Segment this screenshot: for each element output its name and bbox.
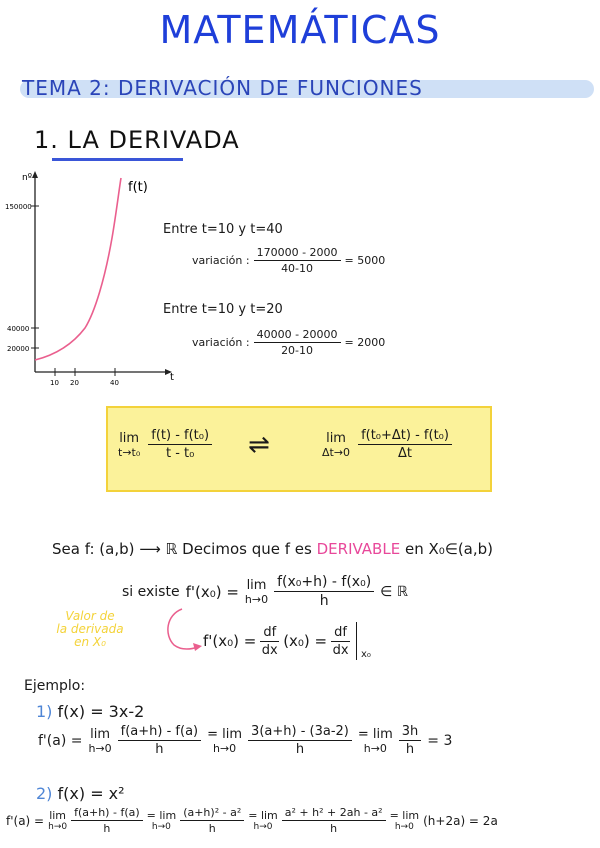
- growth-plot: [0, 160, 200, 390]
- example-1-lim-2-sub: h→0: [212, 741, 237, 755]
- fprime-x0-text: f'(x₀) =: [185, 582, 239, 601]
- example-2-derivation: [6, 806, 498, 835]
- example-b-variation: [192, 328, 385, 357]
- example-2-eq-4: = lim: [389, 809, 420, 822]
- y-tick-label-20000: 20000: [7, 345, 30, 353]
- evaluation-bar: [356, 622, 357, 660]
- example-2-lim-sub: h→0: [48, 822, 68, 832]
- derivative-value-note: Valor de la derivada en X₀: [56, 609, 124, 649]
- limit-left-denominator: t - t₀: [165, 446, 195, 461]
- example-a-variation: [192, 246, 385, 275]
- leibniz-fraction-2: [331, 625, 350, 658]
- example-a-prefix: variación :: [192, 254, 250, 267]
- example-2-result: (h+2a) = 2a: [423, 813, 498, 828]
- example-1-lim-3-sub: h→0: [363, 741, 387, 755]
- example-b-fraction: [254, 328, 341, 357]
- definition-text-a: Sea f: (a,b) ⟶ ℝ Decimos que f es: [52, 540, 312, 558]
- limit-right-lim: [322, 431, 350, 459]
- example-2-fraction-1: [71, 806, 143, 835]
- leibniz-fraction-1: [260, 625, 279, 658]
- limit-right-fraction: [358, 428, 452, 461]
- example-1-num-3: 3h: [399, 724, 422, 741]
- example-2-lim-4: [390, 809, 420, 832]
- section-title: 1. LA DERIVADA: [34, 126, 240, 154]
- example-2-lim-4-sub: h→0: [394, 822, 414, 832]
- definition-text-b: en X₀∈(a,b): [404, 540, 494, 558]
- example-2-lim: [48, 809, 67, 832]
- example-1-heading: [36, 702, 144, 721]
- example-b-result: = 2000: [344, 336, 386, 349]
- example-1-lim-sub: h→0: [88, 741, 112, 755]
- example-a-denominator: 40-10: [281, 262, 314, 275]
- derivative-definition: [122, 574, 408, 609]
- leibniz-den-1: dx: [261, 642, 278, 658]
- example-2-eq-3: = lim: [248, 809, 278, 822]
- curve-label: f(t): [128, 180, 148, 195]
- example-a-interval: Entre t=10 y t=40: [163, 222, 283, 237]
- example-1-den-3: h: [405, 742, 415, 757]
- limit-left-lim-text: lim: [119, 430, 140, 446]
- limit-right-lim-sub: Δt→0: [322, 445, 351, 459]
- page-title: MATEMÁTICAS: [159, 8, 441, 52]
- example-1-function: f(x) = 3x-2: [57, 702, 145, 721]
- example-a-numerator: 170000 - 2000: [254, 246, 341, 261]
- example-2-lim-2-sub: h→0: [151, 822, 171, 832]
- example-a-fraction: [254, 246, 341, 275]
- derivative-lim-sub: h→0: [244, 592, 269, 606]
- example-1-lim-text: lim: [90, 726, 110, 742]
- x-axis-label: t: [170, 372, 174, 383]
- example-2-index: 2): [36, 784, 53, 803]
- limit-left-lim-sub: t→t₀: [118, 445, 141, 459]
- derivable-keyword: DERIVABLE: [316, 540, 401, 558]
- si-existe-text: si existe: [122, 583, 180, 600]
- example-1-fraction-3: [399, 724, 422, 757]
- example-1-den-1: h: [155, 742, 164, 757]
- ejemplo-label: Ejemplo:: [24, 678, 86, 694]
- example-2-num-3: a² + h² + 2ah - a²: [282, 806, 386, 821]
- example-1-fraction-2: [248, 724, 352, 757]
- example-1-eq-3: = lim: [357, 726, 393, 742]
- example-1-num-1: f(a+h) - f(a): [118, 724, 201, 741]
- leibniz-num-1: df: [260, 625, 279, 642]
- example-2-function: f(x) = x²: [57, 784, 125, 803]
- limit-right-numerator: f(t₀+Δt) - f(t₀): [358, 428, 452, 445]
- y-axis-label: nº: [22, 173, 32, 183]
- limit-left-expression: [118, 428, 212, 461]
- example-b-numerator: 40000 - 20000: [254, 328, 341, 343]
- curve-f-of-t: [35, 178, 121, 360]
- example-1-lim-2: [207, 727, 242, 755]
- example-2-fraction-3: [282, 806, 386, 835]
- example-b-denominator: 20-10: [281, 344, 314, 357]
- example-2-den-2: h: [208, 822, 216, 835]
- derivative-lim-text: lim: [246, 577, 267, 593]
- leibniz-num-2: df: [331, 625, 350, 642]
- derivative-fraction: [274, 574, 374, 609]
- limit-left-numerator: f(t) - f(t₀): [148, 428, 212, 445]
- limit-left-fraction: [148, 428, 212, 461]
- example-a-result: = 5000: [344, 254, 386, 267]
- limit-right-expression: [322, 428, 452, 461]
- y-axis-arrow: [32, 171, 38, 178]
- example-1-lhs: f'(a) =: [38, 732, 83, 749]
- example-2-fraction-2: [180, 806, 244, 835]
- example-b-interval: Entre t=10 y t=20: [163, 302, 283, 317]
- leibniz-lhs: f'(x₀) =: [203, 632, 257, 650]
- example-1-eq-2: = lim: [207, 726, 243, 742]
- x-tick-label-40: 40: [110, 379, 119, 387]
- example-2-den-3: h: [330, 822, 338, 835]
- leibniz-den-2: dx: [332, 642, 349, 658]
- example-1-derivation: [38, 724, 452, 757]
- in-reals-text: ∈ ℝ: [380, 583, 408, 600]
- example-2-lim-3-sub: h→0: [253, 822, 273, 832]
- derivative-denominator: h: [319, 593, 329, 609]
- limit-right-lim-text: lim: [326, 430, 346, 446]
- x-tick-label-10: 10: [50, 379, 59, 387]
- example-2-heading: [36, 784, 125, 803]
- topic-heading: TEMA 2: DERIVACIÓN DE FUNCIONES: [22, 76, 423, 100]
- example-b-prefix: variación :: [192, 336, 250, 349]
- example-2-eq-2: = lim: [146, 809, 177, 822]
- y-tick-label-150000: 150000: [5, 203, 32, 211]
- example-1-lim-3: [358, 727, 393, 755]
- limit-definition-box: [106, 406, 492, 492]
- example-2-lim-2: [147, 809, 177, 832]
- example-1-num-2: 3(a+h) - (3a-2): [248, 724, 352, 741]
- example-1-lim: [88, 727, 111, 755]
- example-2-lim-text: lim: [49, 809, 67, 822]
- example-1-index: 1): [36, 702, 53, 721]
- derivative-numerator: f(x₀+h) - f(x₀): [274, 574, 374, 592]
- equivalence-arrows: ⇌: [248, 430, 270, 460]
- derivative-lim: [245, 578, 268, 606]
- example-2-lim-3: [248, 809, 278, 832]
- note-arrow: [160, 605, 205, 655]
- example-1-den-2: h: [295, 742, 305, 757]
- leibniz-middle: (x₀) =: [283, 632, 328, 650]
- x-tick-label-20: 20: [70, 379, 79, 387]
- y-tick-label-40000: 40000: [7, 325, 30, 333]
- definition-line: [52, 540, 493, 558]
- example-2-num-2: (a+h)² - a²: [180, 806, 244, 821]
- limit-left-lim: [118, 431, 140, 459]
- example-2-den-1: h: [103, 822, 111, 835]
- leibniz-notation: [203, 622, 371, 660]
- evaluation-point: x₀: [360, 649, 371, 660]
- example-1-result: = 3: [427, 732, 453, 749]
- example-2-num-1: f(a+h) - f(a): [71, 806, 143, 821]
- example-2-lhs: f'(a) =: [6, 813, 45, 828]
- limit-right-denominator: Δt: [398, 446, 413, 461]
- example-1-fraction-1: [118, 724, 201, 757]
